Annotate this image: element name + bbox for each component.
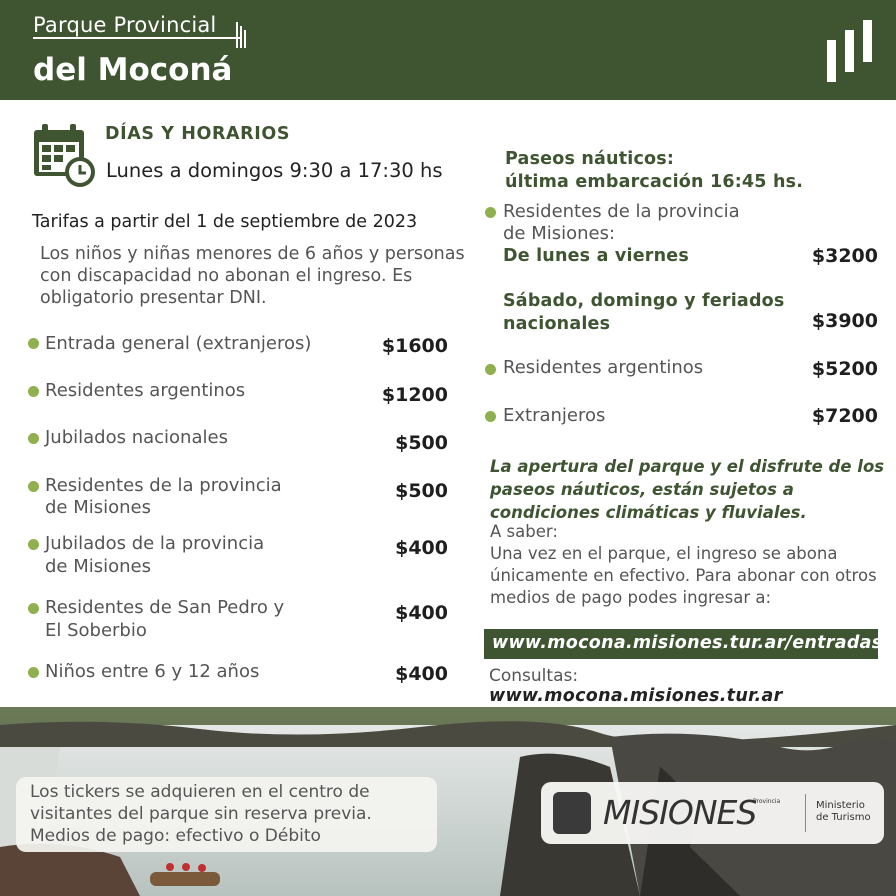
boat-weekend-label: Sábado, domingo y feriados — [503, 291, 785, 311]
bullet-icon — [28, 667, 39, 678]
boat-foreign-label: Extranjeros — [503, 405, 606, 426]
fee-price: $400 — [395, 602, 448, 624]
bullet-icon — [28, 481, 39, 492]
misiones-logo-icon — [553, 792, 591, 834]
bullet-icon — [28, 338, 39, 349]
bullet-icon — [28, 603, 39, 614]
fee-label: Jubilados nacionales — [45, 427, 228, 448]
title-line-1: Parque Provincial — [33, 13, 217, 37]
title-line-2: del Moconá — [33, 52, 233, 88]
schedule-title: DÍAS Y HORARIOS — [105, 124, 291, 144]
tickets-info-line1: Los tickers se adquieren en el centro de — [30, 782, 370, 802]
ministry-line1: Ministerio — [816, 800, 865, 811]
misiones-ministry-logo — [541, 782, 884, 844]
title-tick — [240, 26, 242, 48]
fee-label: Niños entre 6 y 12 años — [45, 661, 260, 682]
tickets-url-link[interactable]: www.mocona.misiones.tur.ar/entradas — [492, 633, 883, 653]
boat-residents-misiones: Residentes de la provincia — [503, 201, 740, 222]
bullet-icon — [28, 386, 39, 397]
logo-divider — [805, 794, 806, 832]
bullet-icon — [485, 207, 496, 218]
fee-price: $500 — [395, 480, 448, 502]
boat-title — [505, 148, 803, 194]
fee-price: $1200 — [381, 384, 448, 406]
consultas-url-link[interactable]: www.mocona.misiones.tur.ar — [489, 686, 783, 706]
misiones-wordmark: MISIONES — [603, 793, 757, 832]
payment-info-line2: Una vez en el parque, el ingreso se abona únicamente en efectivo. Para abonar con otros medios de pago podes ingresar a: — [490, 544, 877, 607]
boat-title-line1: Paseos náuticos: — [505, 149, 675, 169]
fee-price: $1600 — [381, 335, 448, 357]
boat-weekdays-price: $3200 — [811, 245, 878, 267]
boat-argentine-price: $5200 — [811, 358, 878, 380]
bullet-icon — [28, 433, 39, 444]
opening-hours: Lunes a domingos 9:30 a 17:30 hs — [106, 159, 443, 182]
fee-label-line2: de Misiones — [45, 497, 152, 518]
fee-label: Residentes de San Pedro y — [45, 597, 285, 618]
fee-price: $500 — [395, 432, 448, 454]
fee-label: Residentes de la provincia — [45, 475, 282, 496]
bullet-icon — [485, 364, 496, 375]
fees-note: Los niños y niñas menores de 6 años y personas con discapacidad no abonan el ingreso. Es obligatorio presentar DNI. — [40, 244, 465, 308]
tickets-info-line3: Medios de pago: efectivo o Débito — [30, 826, 321, 846]
boat-title-line2: última embarcación 16:45 hs. — [505, 172, 804, 192]
fee-label-line2: de Misiones — [45, 556, 152, 577]
fee-label: Entrada general (extranjeros) — [45, 333, 312, 354]
weather-warning: La apertura del parque y el disfrute de los paseos náuticos, están sujetos a condiciones climáticas y fluviales. — [490, 457, 885, 522]
bullet-icon — [28, 539, 39, 550]
tickets-info-box — [16, 777, 437, 852]
header-banner — [0, 0, 896, 100]
boat-weekend-label-line2: nacionales — [503, 314, 611, 334]
payment-info-line1: A saber: — [490, 522, 558, 541]
fee-label: Jubilados de la provincia — [45, 533, 265, 554]
payment-info — [490, 521, 890, 609]
title-tick — [236, 22, 238, 48]
misiones-provincia-label: Provincia — [753, 798, 781, 805]
tickets-url-box[interactable] — [484, 629, 883, 659]
consultas-label: Consultas: — [489, 666, 579, 686]
tickets-info-text — [30, 781, 372, 847]
boat-residents-misiones-line2: de Misiones: — [503, 223, 616, 244]
fee-price: $400 — [395, 537, 448, 559]
fee-label-line2: El Soberbio — [45, 620, 147, 641]
fees-title: Tarifas a partir del 1 de septiembre de 2023 — [32, 212, 418, 232]
fee-price: $400 — [395, 663, 448, 685]
boat-foreign-price: $7200 — [811, 405, 878, 427]
bullet-icon — [485, 411, 496, 422]
calendar-clock-icon — [32, 122, 98, 188]
tickets-info-line2: visitantes del parque sin reserva previa. — [30, 804, 372, 824]
title-underline — [33, 37, 241, 39]
boat-weekend-price: $3900 — [811, 310, 878, 332]
boat-weekdays-label: De lunes a viernes — [503, 246, 689, 266]
fee-label: Residentes argentinos — [45, 380, 246, 401]
ministry-line2: de Turismo — [816, 812, 871, 823]
ministry-name — [816, 800, 871, 824]
title-tick — [244, 30, 246, 48]
boat-argentine-label: Residentes argentinos — [503, 357, 704, 378]
